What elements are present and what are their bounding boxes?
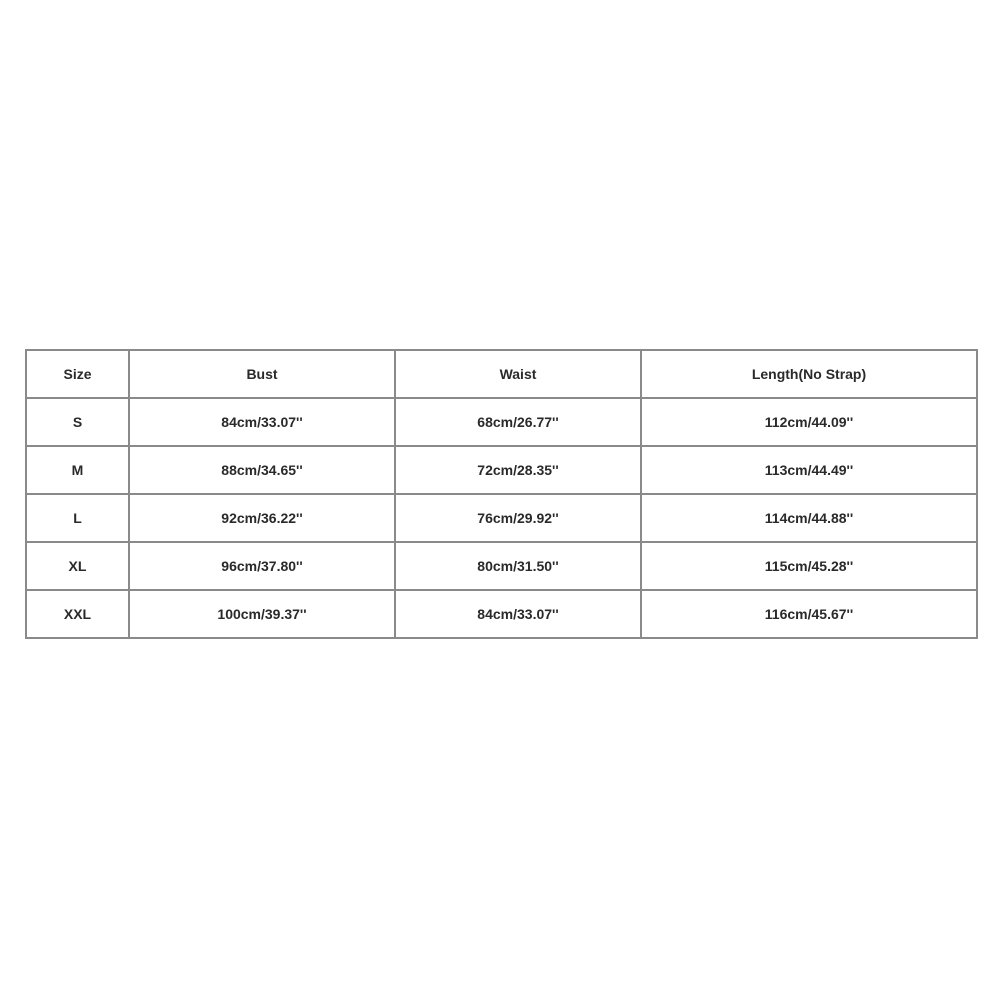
cell-waist: 80cm/31.50'' xyxy=(395,542,641,590)
cell-length: 116cm/45.67'' xyxy=(641,590,977,638)
cell-bust: 88cm/34.65'' xyxy=(129,446,395,494)
header-size: Size xyxy=(26,350,129,398)
table-row xyxy=(26,446,977,494)
cell-bust: 100cm/39.37'' xyxy=(129,590,395,638)
table-header-row xyxy=(26,350,977,398)
cell-length: 113cm/44.49'' xyxy=(641,446,977,494)
size-chart-table xyxy=(25,349,978,639)
header-bust: Bust xyxy=(129,350,395,398)
cell-length: 112cm/44.09'' xyxy=(641,398,977,446)
cell-waist: 68cm/26.77'' xyxy=(395,398,641,446)
table-row xyxy=(26,542,977,590)
cell-size: S xyxy=(26,398,129,446)
cell-size: XL xyxy=(26,542,129,590)
cell-size: L xyxy=(26,494,129,542)
cell-length: 115cm/45.28'' xyxy=(641,542,977,590)
cell-length: 114cm/44.88'' xyxy=(641,494,977,542)
table-row xyxy=(26,494,977,542)
header-waist: Waist xyxy=(395,350,641,398)
cell-bust: 92cm/36.22'' xyxy=(129,494,395,542)
cell-waist: 76cm/29.92'' xyxy=(395,494,641,542)
table-row xyxy=(26,590,977,638)
cell-bust: 84cm/33.07'' xyxy=(129,398,395,446)
cell-bust: 96cm/37.80'' xyxy=(129,542,395,590)
cell-size: M xyxy=(26,446,129,494)
header-length: Length(No Strap) xyxy=(641,350,977,398)
cell-size: XXL xyxy=(26,590,129,638)
table-row xyxy=(26,398,977,446)
cell-waist: 72cm/28.35'' xyxy=(395,446,641,494)
cell-waist: 84cm/33.07'' xyxy=(395,590,641,638)
